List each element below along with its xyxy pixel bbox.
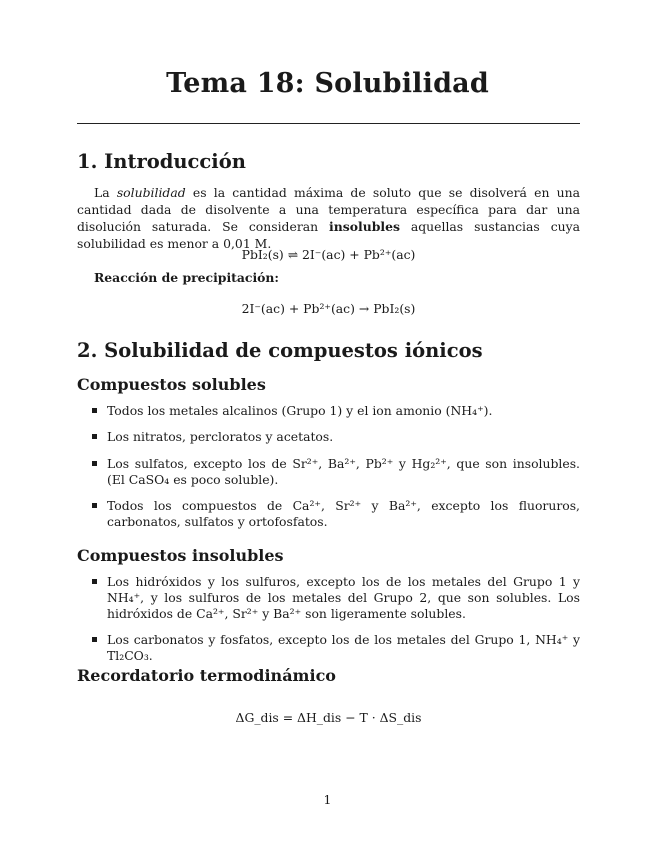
list-item: Todos los compuestos de Ca²⁺, Sr²⁺ y Ba²⁺, excepto los fluoruros, carbonatos, sulfatos y ortofosfatos. [107, 498, 580, 529]
intro-paragraph [77, 184, 580, 252]
list-item: Los carbonatos y fosfatos, excepto los de los metales del Grupo 1, NH₄⁺ y Tl₂CO₃. [107, 632, 580, 663]
subsection-heading-solubles: Compuestos solubles [77, 375, 266, 394]
list-bullet [92, 503, 97, 508]
document-title: Tema 18: Solubilidad [166, 68, 489, 99]
intro-strong: insolubles [329, 219, 400, 234]
list-bullet [92, 408, 97, 413]
subsection-heading-insolubles: Compuestos insolubles [77, 546, 284, 565]
section-heading-solubilidad-compuestos: 2. Solubilidad de compuestos iónicos [77, 339, 483, 362]
list-item: Los hidróxidos y los sulfuros, excepto los de los metales del Grupo 1 y NH₄⁺, y los sulfuros de los metales del Grupo 2, que son solubles. Los hidróxidos de Ca²⁺, Sr²⁺ y Ba²⁺ son ligeramente solubles. [107, 574, 580, 621]
intro-text-2: es la cantidad máxima de soluto que se disolverá en una cantidad dada de disolvente a una temperatura específica para dar una disolución saturada. Se consideran [77, 185, 580, 234]
page-number: 1 [323, 792, 332, 807]
list-bullet [92, 579, 97, 584]
intro-text-3: aquellas sustancias cuya solubilidad es menor a 0,01 M. [77, 219, 580, 251]
list-item: Los nitratos, percloratos y acetatos. [107, 429, 334, 444]
section-heading-introduccion: 1. Introducción [77, 150, 246, 173]
title-rule [77, 123, 580, 124]
list-bullet [92, 434, 97, 439]
intro-emphasis: solubilidad [116, 185, 186, 200]
subsection-heading-termodinamico: Recordatorio termodinámico [77, 666, 336, 685]
list-bullet [92, 461, 97, 466]
precipitation-label: Reacción de precipitación: [94, 270, 280, 285]
list-item: Todos los metales alcalinos (Grupo 1) y el ion amonio (NH₄⁺). [107, 403, 493, 418]
equation-precipitation: 2I⁻(ac) + Pb²⁺(ac) → PbI₂(s) [241, 301, 416, 316]
list-bullet [92, 637, 97, 642]
list-item: Los sulfatos, excepto los de Sr²⁺, Ba²⁺, Pb²⁺ y Hg₂²⁺, que son insolubles. (El CaSO₄ es poco soluble). [107, 456, 580, 487]
equation-gibbs: ΔG_dis = ΔH_dis − T · ΔS_dis [235, 710, 422, 725]
intro-text-1: La [94, 185, 117, 200]
equation-equilibrium: PbI₂(s) ⇌ 2I⁻(ac) + Pb²⁺(ac) [241, 247, 416, 262]
